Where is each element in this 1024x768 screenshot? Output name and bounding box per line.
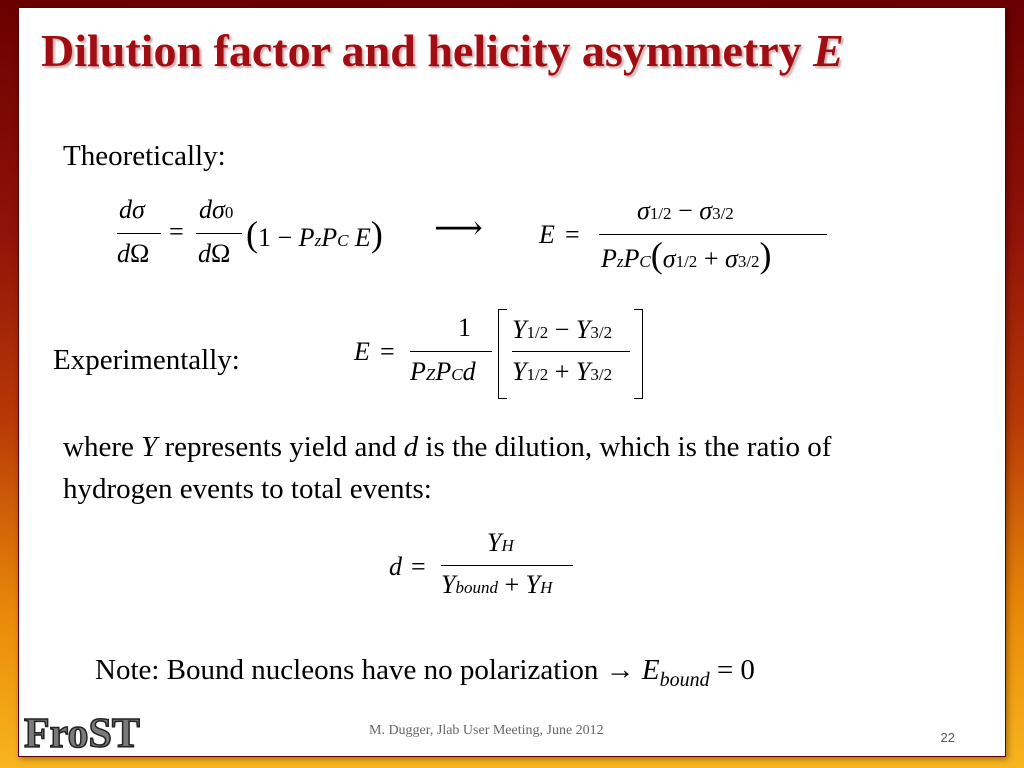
note-E: E [641, 654, 660, 686]
paragraph-text-1: where [63, 431, 134, 463]
note-text: Note: Bound nucleons have no polarization → [95, 654, 635, 686]
equation-theory-E: E = σ1/2 − σ3/2 PzPC(σ1/2 + σ3/2) [539, 196, 839, 286]
theoretically-label: Theoretically: [63, 140, 226, 172]
title-italic-E: E [813, 25, 844, 76]
note-tail: = 0 [716, 654, 755, 686]
slide-title [41, 24, 991, 77]
frost-logo [21, 703, 141, 758]
slide: Dilution factor and helicity asymmetry E Theoretically: dσ dΩ = dσ0 dΩ (1 − PzPC E) ⟶ E = σ1/2 − σ3/2 PzPC(σ1/2 + σ3/2) Experimentally: E = 1 PZPCd Y1/2 − Y3/2 Y1/2 + Y3/2 where Y represents yield and d is the dilution, which is the ratio of hydrogen events to total events: d = YH Ybound + YH Note: Bound nucleons have no polarization → $E_{bound} = 0$ FroST M. Dugger, Jlab User Meeting, June 2012 22 [18, 7, 1006, 757]
note-sub: bound [659, 668, 710, 691]
paragraph-text-2: represents yield and [164, 431, 397, 463]
experimentally-label: Experimentally: [53, 344, 240, 376]
paragraph-Y: Y [141, 431, 158, 463]
note-line [95, 654, 755, 692]
page-number: 22 [940, 730, 955, 745]
title-text: Dilution factor and helicity asymmetry [41, 25, 802, 76]
svg-text:FroST: FroST [24, 711, 140, 757]
paragraph-text-3: is the dilution, which is the ratio of hydrogen events to total events: [63, 431, 832, 505]
footer-text: M. Dugger, Jlab User Meeting, June 2012 [369, 723, 604, 738]
paragraph-d: d [403, 431, 419, 463]
equation-experiment-E: E = 1 PZPCd Y1/2 − Y3/2 Y1/2 + Y3/2 [354, 303, 684, 403]
equation-dilution: d = YH Ybound + YH [389, 528, 589, 618]
dilution-paragraph [63, 426, 943, 510]
equation-cross-section: dσ dΩ = dσ0 dΩ (1 − PzPC E) [117, 195, 383, 268]
